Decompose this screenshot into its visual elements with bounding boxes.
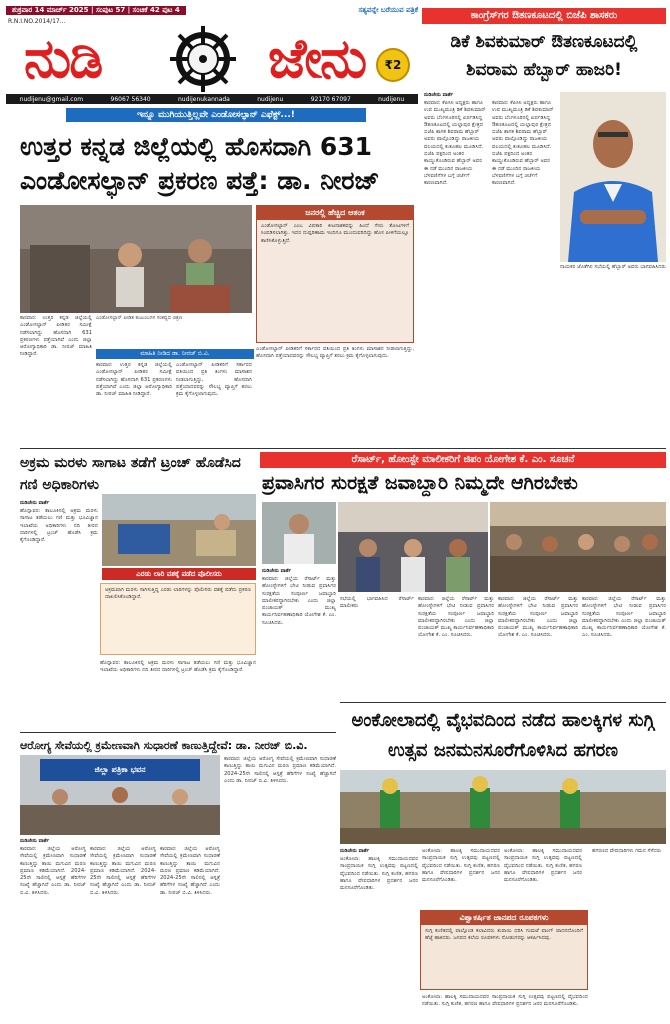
health-byline: ನುಡಿಜೇನು ವಾರ್ತೆ [20, 838, 50, 844]
logo-word-right: ಜೇನು [268, 26, 366, 90]
health-body-col1: ಕಾರವಾರ: ಜಿಲ್ಲೆಯ ಆರೋಗ್ಯ ಸೇವೆಯಲ್ಲಿ ಕ್ರಮೇಣವಾಗಿ ಸುಧಾರಣೆ ಕಾಣುತ್ತಿದ್ದು ತಾಯಿ ಮಗುವಿನ ಮರಣ ಪ್ರಮಾಣ ಕಡಿಮೆಯಾಗಿದೆ. 2024-25ನೇ ಸಾಲಿನಲ್ಲಿ ಆಸ್ಪತ್ರೆ ಹೆರಿಗೆಗಳ ಸಂಖ್ಯೆ ಹೆಚ್ಚಾಗಿದೆ ಎಂದು ಡಾ. ನೀರಜ್ ಬಿ.ವಿ. ತಿಳಿಸಿದರು. [20, 846, 86, 896]
resort-photo-meeting [338, 502, 488, 592]
whatsapp-contact: 92170 67097 [310, 95, 351, 103]
health-body-col2: ಕಾರವಾರ: ಜಿಲ್ಲೆಯ ಆರೋಗ್ಯ ಸೇವೆಯಲ್ಲಿ ಕ್ರಮೇಣವಾಗಿ ಸುಧಾರಣೆ ಕಾಣುತ್ತಿದ್ದು ತಾಯಿ ಮಗುವಿನ ಮರಣ ಪ್ರಮಾಣ ಕಡಿಮೆಯಾಗಿದೆ. 2024-25ನೇ ಸಾಲಿನಲ್ಲಿ ಆಸ್ಪತ್ರೆ ಹೆರಿಗೆಗಳ ಸಂಖ್ಯೆ ಹೆಚ್ಚಾಗಿದೆ ಎಂದು ಡಾ. ನೀರಜ್ ಬಿ.ವಿ. ತಿಳಿಸಿದರು. [90, 846, 156, 896]
health-photo-banner: ಜಿಲ್ಲಾ ಪತ್ರಿಕಾ ಭವನ [94, 765, 146, 774]
facebook-contact: nudijenukannada [178, 95, 230, 103]
main-headline: ಉತ್ತರ ಕನ್ನಡ ಜಿಲ್ಲೆಯಲ್ಲಿ ಹೊಸದಾಗಿ 631 ಎಂಡೋಸಲ್ಫಾನ್ ಪ್ರಕರಣ ಪತ್ತೆ: ಡಾ. ನೀರಜ್ [20, 132, 380, 195]
main-body-center-2: ಎಂಡೋಸಲ್ಫಾನ್ ಪೀಡಿತರಿಗೆ ಸರ್ಕಾರದ ವತಿಯಿಂದ ಪ್ರತಿ ತಿಂಗಳು ಮಾಸಾಶನ ನೀಡಲಾಗುತ್ತಿದ್ದು, ಹೊಸದಾಗಿ ಪತ್ತೆಯಾದವರನ್ನು ಸೌಲಭ್ಯ ವ್ಯಾಪ್ತಿಗೆ ತರಲು ಕ್ರಮ ಕೈಗೊಳ್ಳಲಾಗುವುದು. [176, 362, 252, 398]
ship-wheel-icon [168, 24, 238, 94]
photo-caption: ನಾಯಕರ ಜೊತೆಗಿನ ಸಭೆಯಲ್ಲಿ ಹೆಬ್ಬಾರ್ ಅವರು ಭಾಗವಹಿಸಿದರು [560, 264, 666, 270]
person-illustration [560, 92, 666, 262]
main-photo-caption: ಎಂಡೋಸಲ್ಫಾನ್ ಪೀಡಿತ ಕುಟುಂಬಗಳ ಸಂಕಷ್ಟದ ಚಿತ್ರಣ [96, 315, 183, 321]
ankola-folk-box [420, 910, 588, 990]
resort-kicker: ರೆಸಾರ್ಟ್, ಹೋಂಸ್ಟೇ ಮಾಲೀಕರಿಗೆ ಜಿಪಂ ಯೋಗೇಶ ಕೆ. ಎಂ. ಸೂಚನೆ [260, 452, 666, 468]
politician-photo [560, 92, 666, 262]
ankola-headline: ಅಂಕೋಲಾದಲ್ಲಿ ವೈಭವದಿಂದ ನಡೆದ ಹಾಲಕ್ಕಿಗಳ ಸುಗ್ಗಿ ಉತ್ಸವ ಜನಮನಸೂರೆಗೊಳಿಸಿದ ಹಗರಣ [351, 710, 655, 761]
ankola-photo [340, 770, 666, 844]
resort-photo-audience [490, 502, 666, 592]
top-right-kicker: ಕಾಂಗ್ರೆಸ್‌ಗರ ಔತಣಕೂಟದಲ್ಲಿ ಬಿಜೆಪಿ ಶಾಸಕರು [422, 8, 666, 24]
masthead-topline [6, 4, 418, 16]
main-photo-subcaption: ಮಾಹಿತಿ ನೀಡಿದ ಡಾ. ನೀರಜ್ ಬಿ.ವಿ. [96, 349, 254, 359]
ecology-box-title: ಜನರಲ್ಲಿ ಹೆಚ್ಚಿದ ಆತಂಕ [257, 206, 413, 220]
top-right-headline: ಡಿಕೆ ಶಿವಕುಮಾರ್ ಔತಣಕೂಟದಲ್ಲಿ ಶಿವರಾಮ ಹೆಬ್ಬಾರ್ ಹಾಜರಿ! [450, 32, 638, 80]
sand-mining-body: ಹೊನ್ನಾವರ: ತಾಲೂಕಿನಲ್ಲಿ ಅಕ್ರಮ ಮರಳು ಸಾಗಾಟ ತಡೆಯಲು ಗಣಿ ಮತ್ತು ಭೂವಿಜ್ಞಾನ ಇಲಾಖೆಯ ಅಧಿಕಾರಿಗಳು ನದಿ ತೀರದ ದಾರಿಗಳಲ್ಲಿ ಟ್ರಂಚ್ ಹೊಡೆಸಿ ಕ್ರಮ ಕೈಗೊಂಡಿದ್ದಾರೆ. [20, 508, 98, 544]
newspaper-logo [18, 24, 418, 92]
ankola-body-bottom: ಅಂಕೋಲಾ: ಹಾಲಕ್ಕಿ ಸಮುದಾಯದವರ ಸಾಂಪ್ರದಾಯಿಕ ಸುಗ್ಗಿ ಉತ್ಸವವು ಪಟ್ಟಣದಲ್ಲಿ ವೈಭವದಿಂದ ನಡೆಯಿತು. ಸುಗ್ಗಿ ಕುಣಿತ, ಹಗರಣ ಹಾಗೂ ವೇಷಧಾರಿಗಳ ಪ್ರದರ್ಶನ ಜನರ ಮನಸೂರೆಗೊಂಡಿತು. [422, 994, 588, 1008]
resort-body-col5: ಕಾರವಾರ: ಜಿಲ್ಲೆಯ ರೆಸಾರ್ಟ್ ಮತ್ತು ಹೋಂಸ್ಟೇಗಳಿಗೆ ಭೇಟಿ ನೀಡುವ ಪ್ರವಾಸಿಗರ ಸುರಕ್ಷತೆಯ ಸಂಪೂರ್ಣ ಜವಾಬ್ದಾರಿ ಮಾಲೀಕರದ್ದಾಗಿರಬೇಕು ಎಂದು ಜಿಲ್ಲಾ ಪಂಚಾಯತ್ ಮುಖ್ಯ ಕಾರ್ಯನಿರ್ವಹಣಾಧಿಕಾರಿ ಯೋಗೇಶ ಕೆ. ಎಂ. ಸೂಚಿಸಿದರು. [582, 596, 666, 639]
resort-body-col3: ಕಾರವಾರ: ಜಿಲ್ಲೆಯ ರೆಸಾರ್ಟ್ ಮತ್ತು ಹೋಂಸ್ಟೇಗಳಿಗೆ ಭೇಟಿ ನೀಡುವ ಪ್ರವಾಸಿಗರ ಸುರಕ್ಷತೆಯ ಸಂಪೂರ್ಣ ಜವಾಬ್ದಾರಿ ಮಾಲೀಕರದ್ದಾಗಿರಬೇಕು ಎಂದು ಜಿಲ್ಲಾ ಪಂಚಾಯತ್ ಮುಖ್ಯ ಕಾರ್ಯನಿರ್ವಹಣಾಧಿಕಾರಿ ಯೋಗೇಶ ಕೆ. ಎಂ. ಸೂಚಿಸಿದರು. [418, 596, 494, 639]
ankola-body-col2: ಅಂಕೋಲಾ: ಹಾಲಕ್ಕಿ ಸಮುದಾಯದವರ ಸಾಂಪ್ರದಾಯಿಕ ಸುಗ್ಗಿ ಉತ್ಸವವು ಪಟ್ಟಣದಲ್ಲಿ ವೈಭವದಿಂದ ನಡೆಯಿತು. ಸುಗ್ಗಿ ಕುಣಿತ, ಹಗರಣ ಹಾಗೂ ವೇಷಧಾರಿಗಳ ಪ್ರದರ್ಶನ ಜನರ ಮನಸೂರೆಗೊಂಡಿತು. [422, 848, 500, 884]
sand-mining-byline: ನುಡಿಜೇನು ವಾರ್ತೆ [20, 500, 50, 506]
main-body-center-1: ಕಾರವಾರ: ಉತ್ತರ ಕನ್ನಡ ಜಿಲ್ಲೆಯಲ್ಲಿ ಎಂಡೋಸಲ್ಫಾನ್ ಪೀಡಿತರ ಸಮೀಕ್ಷೆ ನಡೆಸಲಾಗಿದ್ದು ಹೊಸದಾಗಿ 631 ಪ್ರಕರಣಗಳು ಪತ್ತೆಯಾಗಿವೆ ಎಂದು ಜಿಲ್ಲಾ ಆರೋಗ್ಯಾಧಿಕಾರಿ ಡಾ. ನೀರಜ್ ಮಾಹಿತಿ ನೀಡಿದ್ದಾರೆ. [96, 362, 172, 398]
ecology-box [256, 205, 414, 343]
registration-number: R.N.I.NO.2014/17... [8, 18, 66, 25]
health-headline: ಆರೋಗ್ಯ ಸೇವೆಯಲ್ಲಿ ಕ್ರಮೇಣವಾಗಿ ಸುಧಾರಣೆ ಕಾಣುತ್ತಿದ್ದೇವೆ: ಡಾ. ನೀರಜ್ ಬಿ.ವಿ. [20, 739, 308, 752]
contact-bar [6, 94, 418, 104]
top-right-byline: ನುಡಿಜೇನು ವಾರ್ತೆ [424, 92, 454, 98]
ankola-byline: ನುಡಿಜೇನು ವಾರ್ತೆ [340, 848, 370, 854]
masthead [6, 4, 418, 124]
resort-headline: ಪ್ರವಾಸಿಗರ ಸುರಕ್ಷತೆ ಜವಾಬ್ದಾರಿ ನಿಮ್ಮದೇ ಆಗಿರಬೇಕು [262, 472, 578, 494]
top-right-body-col2: ಕಾರವಾರ: ಕೆಪಿಸಿಸಿ ಅಧ್ಯಕ್ಷರು ಹಾಗೂ ಉಪ ಮುಖ್ಯಮಂತ್ರಿ ಡಿಕೆ ಶಿವಕುಮಾರ್ ಅವರು ಬೆಂಗಳೂರಿನಲ್ಲಿ ಏರ್ಪಡಿಸಿದ್ದ ಔತಣಕೂಟದಲ್ಲಿ ಯಲ್ಲಾಪುರ ಕ್ಷೇತ್ರದ ಬಿಜೆಪಿ ಶಾಸಕ ಶಿವರಾಮ ಹೆಬ್ಬಾರ್ ಅವರು ಪಾಲ್ಗೊಂಡಿದ್ದು ರಾಜಕೀಯ ವಲಯದಲ್ಲಿ ಕುತೂಹಲ ಮೂಡಿಸಿದೆ. ಬಿಜೆಪಿ ಪಕ್ಷದಿಂದ ಅಂತರ ಕಾಯ್ದುಕೊಂಡಿರುವ ಹೆಬ್ಬಾರ್ ಅವರ ಈ ನಡೆ ಮುಂದಿನ ರಾಜಕೀಯ ಬೆಳವಣಿಗೆಗಳ ಬಗ್ಗೆ ಚರ್ಚೆಗೆ ಕಾರಣವಾಗಿದೆ. [492, 100, 554, 187]
section-divider-right [340, 702, 666, 703]
section-divider-left [20, 732, 336, 733]
resort-body-col1: ಕಾರವಾರ: ಜಿಲ್ಲೆಯ ರೆಸಾರ್ಟ್ ಮತ್ತು ಹೋಂಸ್ಟೇಗಳಿಗೆ ಭೇಟಿ ನೀಡುವ ಪ್ರವಾಸಿಗರ ಸುರಕ್ಷತೆಯ ಸಂಪೂರ್ಣ ಜವಾಬ್ದಾರಿ ಮಾಲೀಕರದ್ದಾಗಿರಬೇಕು ಎಂದು ಜಿಲ್ಲಾ ಪಂಚಾಯತ್ ಮುಖ್ಯ ಕಾರ್ಯನಿರ್ವಹಣಾಧಿಕಾರಿ ಯೋಗೇಶ ಕೆ. ಎಂ. ಸೂಚಿಸಿದರು. [262, 576, 336, 626]
ankola-body-col1: ಅಂಕೋಲಾ: ಹಾಲಕ್ಕಿ ಸಮುದಾಯದವರ ಸಾಂಪ್ರದಾಯಿಕ ಸುಗ್ಗಿ ಉತ್ಸವವು ಪಟ್ಟಣದಲ್ಲಿ ವೈಭವದಿಂದ ನಡೆಯಿತು. ಸುಗ್ಗಿ ಕುಣಿತ, ಹಗರಣ ಹಾಗೂ ವೇಷಧಾರಿಗಳ ಪ್ರದರ್ಶನ ಜನರ ಮನಸೂರೆಗೊಂಡಿತು. [340, 856, 418, 892]
main-body-left: ಕಾರವಾರ: ಉತ್ತರ ಕನ್ನಡ ಜಿಲ್ಲೆಯಲ್ಲಿ ಎಂಡೋಸಲ್ಫಾನ್ ಪೀಡಿತರ ಸಮೀಕ್ಷೆ ನಡೆಸಲಾಗಿದ್ದು ಹೊಸದಾಗಿ 631 ಪ್ರಕರಣಗಳು ಪತ್ತೆಯಾಗಿವೆ ಎಂದು ಜಿಲ್ಲಾ ಆರೋಗ್ಯಾಧಿಕಾರಿ ಡಾ. ನೀರಜ್ ಮಾಹಿತಿ ನೀಡಿದ್ದಾರೆ. [20, 315, 92, 358]
ankola-side-note: ಹಗರಣದ ವೇಷಧಾರಿಗಳು ಗಮನ ಸೆಳೆದರು [592, 848, 662, 854]
motto: ಸತ್ಯವನ್ನೇ ಬರೆಯುವ ಪತ್ರಿಕೆ [358, 5, 418, 14]
health-body-col4: ಕಾರವಾರ: ಜಿಲ್ಲೆಯ ಆರೋಗ್ಯ ಸೇವೆಯಲ್ಲಿ ಕ್ರಮೇಣವಾಗಿ ಸುಧಾರಣೆ ಕಾಣುತ್ತಿದ್ದು ತಾಯಿ ಮಗುವಿನ ಮರಣ ಪ್ರಮಾಣ ಕಡಿಮೆಯಾಗಿದೆ. 2024-25ನೇ ಸಾಲಿನಲ್ಲಿ ಆಸ್ಪತ್ರೆ ಹೆರಿಗೆಗಳ ಸಂಖ್ಯೆ ಹೆಚ್ಚಾಗಿದೆ ಎಂದು ಡಾ. ನೀರಜ್ ಬಿ.ವಿ. ತಿಳಿಸಿದರು. [224, 756, 336, 784]
sand-mining-body-2: ಹೊನ್ನಾವರ: ತಾಲೂಕಿನಲ್ಲಿ ಅಕ್ರಮ ಮರಳು ಸಾಗಾಟ ತಡೆಯಲು ಗಣಿ ಮತ್ತು ಭೂವಿಜ್ಞಾನ ಇಲಾಖೆಯ ಅಧಿಕಾರಿಗಳು ನದಿ ತೀರದ ದಾರಿಗಳಲ್ಲಿ ಟ್ರಂಚ್ ಹೊಡೆಸಿ ಕ್ರಮ ಕೈಗೊಂಡಿದ್ದಾರೆ. [100, 660, 256, 674]
health-body-col3: ಕಾರವಾರ: ಜಿಲ್ಲೆಯ ಆರೋಗ್ಯ ಸೇವೆಯಲ್ಲಿ ಕ್ರಮೇಣವಾಗಿ ಸುಧಾರಣೆ ಕಾಣುತ್ತಿದ್ದು ತಾಯಿ ಮಗುವಿನ ಮರಣ ಪ್ರಮಾಣ ಕಡಿಮೆಯಾಗಿದೆ. 2024-25ನೇ ಸಾಲಿನಲ್ಲಿ ಆಸ್ಪತ್ರೆ ಹೆರಿಗೆಗಳ ಸಂಖ್ಯೆ ಹೆಚ್ಚಾಗಿದೆ ಎಂದು ಡಾ. ನೀರಜ್ ಬಿ.ವಿ. ತಿಳಿಸಿದರು. [160, 846, 220, 896]
phone-contact: 96067 56340 [110, 95, 151, 103]
resort-photo-officer [262, 502, 336, 564]
email-contact: nudijenu@gmail.com [19, 95, 84, 103]
instagram-contact: nudijenu [257, 95, 284, 103]
sand-mining-photo [102, 494, 256, 566]
sand-mining-headline: ಅಕ್ರಮ ಮರಳು ಸಾಗಾಟ ತಡೆಗೆ ಟ್ರಂಚ್ ಹೊಡೆಸಿದ ಗಣಿ ಅಧಿಕಾರಿಗಳು [20, 455, 241, 493]
resort-body-col4: ಕಾರವಾರ: ಜಿಲ್ಲೆಯ ರೆಸಾರ್ಟ್ ಮತ್ತು ಹೋಂಸ್ಟೇಗಳಿಗೆ ಭೇಟಿ ನೀಡುವ ಪ್ರವಾಸಿಗರ ಸುರಕ್ಷತೆಯ ಸಂಪೂರ್ಣ ಜವಾಬ್ದಾರಿ ಮಾಲೀಕರದ್ದಾಗಿರಬೇಕು ಎಂದು ಜಿಲ್ಲಾ ಪಂಚಾಯತ್ ಮುಖ್ಯ ಕಾರ್ಯನಿರ್ವಹಣಾಧಿಕಾರಿ ಯೋಗೇಶ ಕೆ. ಎಂ. ಸೂಚಿಸಿದರು. [498, 596, 578, 639]
ankola-box-body: ಸುಗ್ಗಿ ಕುಣಿತದಲ್ಲಿ ಪಾಲ್ಗೊಂಡ ಕಲಾವಿದರು ತುರಾಯಿ ಧರಿಸಿ ಗುಮಟೆ ಪಾಂಗ್ ವಾದನದೊಂದಿಗೆ ಹೆಜ್ಜೆ ಹಾಕಿದರು. ಜನಪದ ಕಲೆಯ ರೂಪಕಗಳು ನೋಡುಗರನ್ನು ಆಕರ್ಷಿಸಿದವು. [425, 928, 583, 942]
main-body-right: ಎಂಡೋಸಲ್ಫಾನ್ ಪೀಡಿತರಿಗೆ ಸರ್ಕಾರದ ವತಿಯಿಂದ ಪ್ರತಿ ತಿಂಗಳು ಮಾಸಾಶನ ನೀಡಲಾಗುತ್ತಿದ್ದು, ಹೊಸದಾಗಿ ಪತ್ತೆಯಾದವರನ್ನು ಸೌಲಭ್ಯ ವ್ಯಾಪ್ತಿಗೆ ತರಲು ಕ್ರಮ ಕೈಗೊಳ್ಳಲಾಗುವುದು. [256, 346, 414, 360]
price-badge: ₹2 [376, 48, 410, 82]
main-photo [20, 205, 252, 313]
resort-photo-caption: ಸಭೆಯಲ್ಲಿ ಭಾಗವಹಿಸಿದ ರೆಸಾರ್ಟ್ ಮಾಲೀಕರು [340, 596, 414, 610]
sand-mining-caption: ಎರಡು ಲಾರಿ ವಶಕ್ಕೆ ಪಡೆದ ಪೊಲೀಸರು [102, 568, 256, 580]
logo-word-left: ನುಡಿ [24, 26, 102, 90]
resort-byline: ನುಡಿಜೇನು ವಾರ್ತೆ [262, 568, 292, 574]
section-divider [20, 448, 666, 449]
issue-info: ಶುಕ್ರವಾರ 14 ಮಾರ್ಚ್ 2025 | ಸಂಪುಟ 57 | ಸಂಚಿಕೆ 42 ಪುಟ 4 [6, 6, 186, 15]
top-right-body-col1: ಕಾರವಾರ: ಕೆಪಿಸಿಸಿ ಅಧ್ಯಕ್ಷರು ಹಾಗೂ ಉಪ ಮುಖ್ಯಮಂತ್ರಿ ಡಿಕೆ ಶಿವಕುಮಾರ್ ಅವರು ಬೆಂಗಳೂರಿನಲ್ಲಿ ಏರ್ಪಡಿಸಿದ್ದ ಔತಣಕೂಟದಲ್ಲಿ ಯಲ್ಲಾಪುರ ಕ್ಷೇತ್ರದ ಬಿಜೆಪಿ ಶಾಸಕ ಶಿವರಾಮ ಹೆಬ್ಬಾರ್ ಅವರು ಪಾಲ್ಗೊಂಡಿದ್ದು ರಾಜಕೀಯ ವಲಯದಲ್ಲಿ ಕುತೂಹಲ ಮೂಡಿಸಿದೆ. ಬಿಜೆಪಿ ಪಕ್ಷದಿಂದ ಅಂತರ ಕಾಯ್ದುಕೊಂಡಿರುವ ಹೆಬ್ಬಾರ್ ಅವರ ಈ ನಡೆ ಮುಂದಿನ ರಾಜಕೀಯ ಬೆಳವಣಿಗೆಗಳ ಬಗ್ಗೆ ಚರ್ಚೆಗೆ ಕಾರಣವಾಗಿದೆ. [424, 100, 486, 187]
tagline-banner: ಇನ್ನೂ ಮುಗಿಯುತ್ತಿಲ್ಲವೇ ಎಂಡೋಸಲ್ಫಾನ್ ಎಫೆಕ್ಟ್...! [66, 108, 366, 122]
youtube-contact: nudijenu [378, 95, 405, 103]
ankola-box-title: ವಿಶ್ವಾಕರ್ಷಿತ ಜಾನಪದ ರೂಪಕಗಳು [421, 911, 587, 925]
health-photo [20, 755, 220, 835]
sand-mining-box: ಅಕ್ರಮವಾಗಿ ಮರಳು ಸಾಗಿಸುತ್ತಿದ್ದ ಎರಡು ಲಾರಿಗಳನ್ನು ಪೊಲೀಸರು ವಶಕ್ಕೆ ಪಡೆದು ಪ್ರಕರಣ ದಾಖಲಿಸಿಕೊಂಡಿದ್ದಾರೆ. [100, 583, 256, 655]
ankola-body-col3: ಅಂಕೋಲಾ: ಹಾಲಕ್ಕಿ ಸಮುದಾಯದವರ ಸಾಂಪ್ರದಾಯಿಕ ಸುಗ್ಗಿ ಉತ್ಸವವು ಪಟ್ಟಣದಲ್ಲಿ ವೈಭವದಿಂದ ನಡೆಯಿತು. ಸುಗ್ಗಿ ಕುಣಿತ, ಹಗರಣ ಹಾಗೂ ವೇಷಧಾರಿಗಳ ಪ್ರದರ್ಶನ ಜನರ ಮನಸೂರೆಗೊಂಡಿತು. [504, 848, 582, 884]
ecology-box-body: ಎಂಡೋಸಲ್ಫಾನ್ ಎಂಬ ವಿಷಕಾರಿ ಕೀಟನಾಶಕವನ್ನು ಹಿಂದೆ ಗೇರು ತೋಟಗಳಿಗೆ ಸಿಂಪಡಿಸಲಾಗಿತ್ತು. ಇದರ ದುಷ್ಪರಿಣಾಮ ಇಂದಿಗೂ ಮುಂದುವರಿದಿದ್ದು ಹೊಸ ಪೀಳಿಗೆಯಲ್ಲೂ ಕಾಣಿಸಿಕೊಳ್ಳುತ್ತಿದೆ. [261, 223, 409, 244]
